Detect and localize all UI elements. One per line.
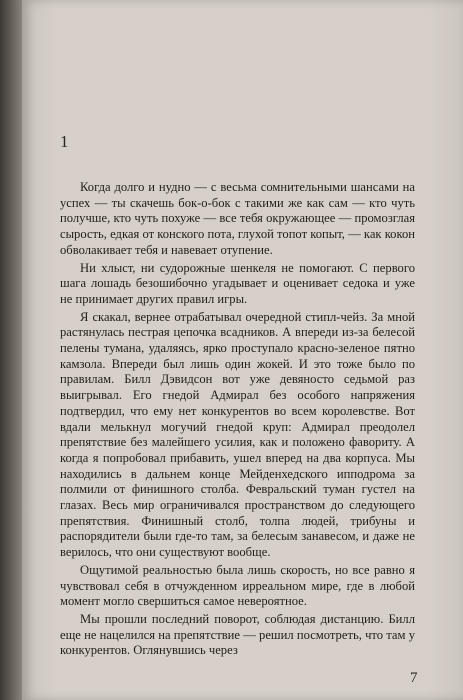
body-text xyxy=(60,180,415,659)
paragraph: Ни хлыст, ни судорожные шенкеля не помогают. С первого шага лошадь безошибочно угадывает и оценивает седока и уже не принимает других правил игры. xyxy=(60,260,415,306)
paragraph: Ощутимой реальностью была лишь скорость, но все равно я чувствовал себя в отчужденном ирреальном мире, где в любой момент могло свершиться самое невероятное. xyxy=(60,562,415,609)
paragraph: Я скакал, вернее отрабатывал очередной стипл-чейз. За мной растянулась пестрая цепочка всадников. А впереди из-за белесой пелены тумана, удаляясь, ярко проступало красно-зеленое пятно камзола. Впереди был лишь один жокей. И это тоже было по правилам. Билл Дэвидсон вот уже девяносто седьмой раз выигрывал. Его гнедой Адмирал без особого напряжения подтвердил, что ему нет конкурентов во всем королевстве. Вот вдали мелькнул могучий гнедой круп: Адмирал преодолел препятствие без малейшего усилия, как и положено фавориту. А когда я попробовал прибавить, ушел вперед на два корпуса. Мы находились в дальнем конце Мейденхедского ипподрома за полмили от финишного столба. Февральский туман густел на глазах. Весь мир ограничивался пространством до следующего препятствия. Финишный столб, толпа людей, трибуны и распорядители были где-то там, за белесым занавесом, и даже не верилось, что они существуют вообще. xyxy=(60,309,415,560)
page-number: 7 xyxy=(410,670,418,686)
paragraph: Мы прошли последний поворот, соблюдая дистанцию. Билл еще не нацелился на препятствие — решил посмотреть, что там у конкурентов. Оглянувшись через xyxy=(60,611,415,658)
chapter-number: 1 xyxy=(60,132,69,151)
paragraph: Когда долго и нудно — с весьма сомнительными шансами на успех — ты скачешь бок-о-бок с такими же как сам — кто чуть получше, кто чуть похуже — все тебя окружающее — промозглая сырость, едкая от конского пота, глухой топот копыт, — как кокон обволакивает тебя и навевает отупение. xyxy=(60,180,415,257)
book-binding xyxy=(0,0,22,700)
